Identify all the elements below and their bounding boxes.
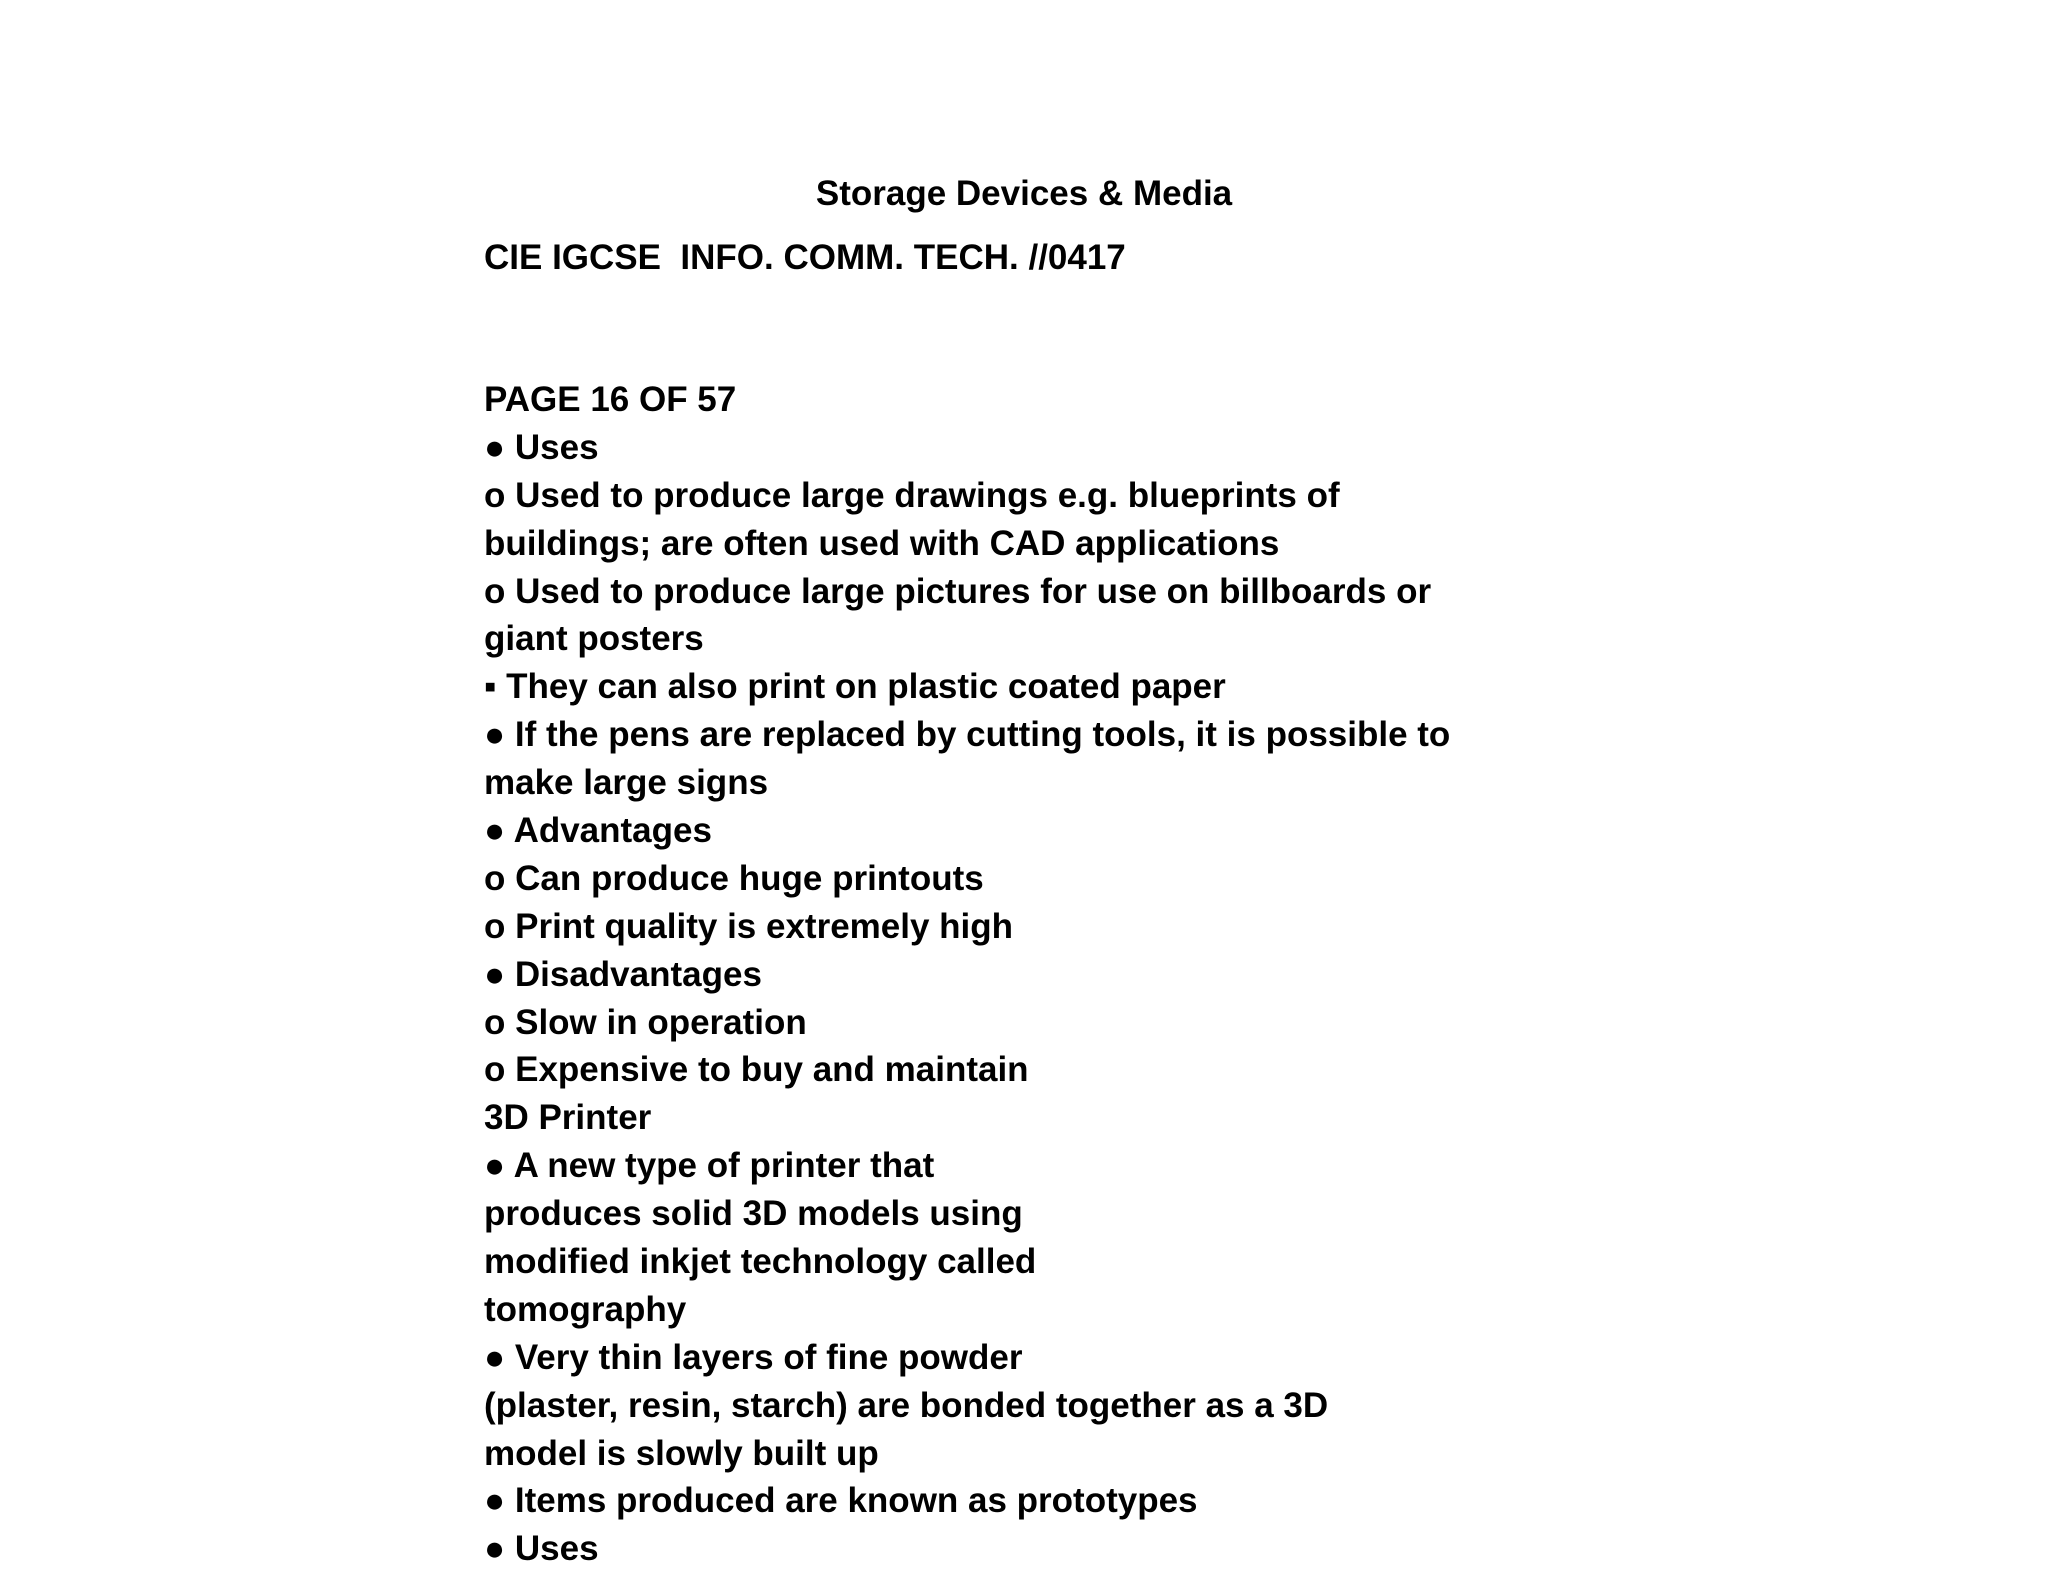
text-line: ● Uses — [484, 427, 599, 467]
text-line: make large signs — [484, 763, 769, 803]
text-line: ● If the pens are replaced by cutting tools, it is possible to — [484, 715, 1451, 755]
text-line: giant posters — [484, 619, 704, 659]
text-line: ● Advantages — [484, 811, 712, 851]
text-line: ▪ They can also print on plastic coated paper — [484, 667, 1226, 707]
text-line: o Used to produce large pictures for use on billboards or — [484, 571, 1432, 611]
document-body — [484, 376, 1584, 1573]
document-title: Storage Devices & Media — [815, 174, 1233, 213]
text-line: buildings; are often used with CAD applications — [484, 523, 1280, 563]
text-line: modified inkjet technology called — [484, 1242, 1037, 1282]
text-line: ● Uses — [484, 1529, 599, 1569]
text-line: o Used to produce large drawings e.g. blueprints of — [484, 475, 1340, 515]
text-line: ● Items produced are known as prototypes — [484, 1481, 1198, 1521]
text-line: produces solid 3D models using — [484, 1194, 1023, 1234]
text-line: ● Very thin layers of fine powder — [484, 1337, 1023, 1377]
text-line: (plaster, resin, starch) are bonded together as a 3D — [484, 1385, 1329, 1425]
page-number: PAGE 16 OF 57 — [484, 380, 737, 419]
text-line: o Can produce huge printouts — [484, 858, 984, 898]
text-line: o Expensive to buy and maintain — [484, 1050, 1029, 1090]
text-line: tomography — [484, 1289, 687, 1329]
document-subtitle: CIE IGCSE INFO. COMM. TECH. //0417 — [484, 238, 1126, 277]
text-line: o Slow in operation — [484, 1002, 807, 1042]
text-line: ● A new type of printer that — [484, 1146, 935, 1186]
text-line: ● Disadvantages — [484, 954, 762, 994]
section-heading: 3D Printer — [484, 1098, 652, 1138]
text-line: o Print quality is extremely high — [484, 906, 1014, 946]
text-line: model is slowly built up — [484, 1433, 879, 1473]
